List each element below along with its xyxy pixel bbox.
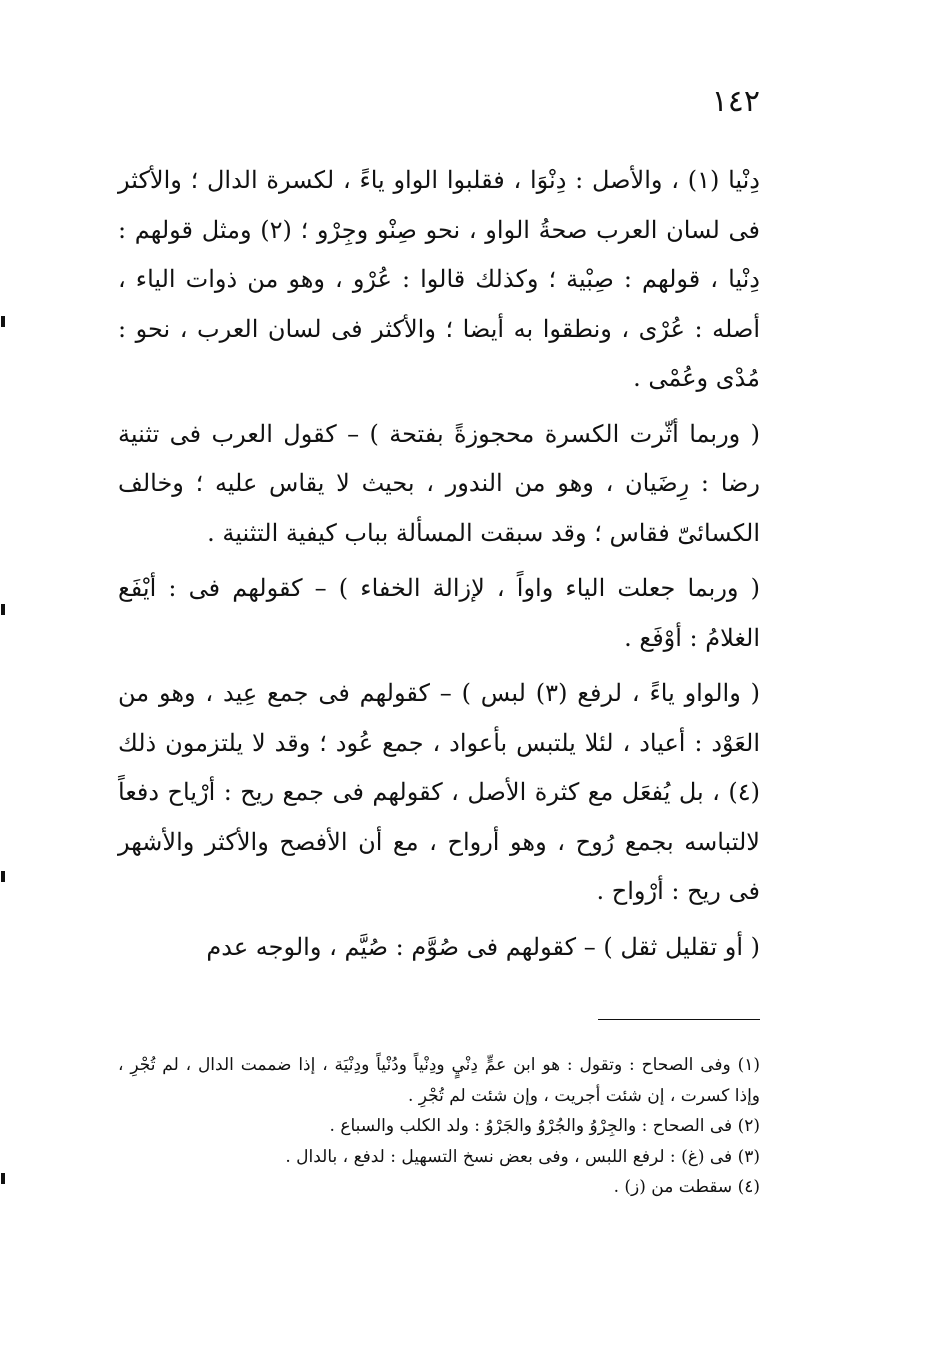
footnote: (١) وفى الصحاح : وتقول : هو ابن عمٍّ دِنْيٍ ودِنْياً ودُنْياً ودِنْيَة ، إذا ضممت الدال ، لم تُجْرِ ، وإذا كسرت ، إن شئت أجريت ، وإن شئت لم تُجْرِ . [118,1055,760,1106]
footnotes-section [118,1050,760,1203]
margin-scan-mark [1,871,5,882]
paragraph: ( وربما أثّرت الكسرة محجوزةً بفتحة ) – كقول العرب فى تثنية رضا : رِضَيان ، وهو من الندور ، بحيث لا يقاس عليه ؛ وخالف الكسائىّ فقاس ؛ وقد سبقت المسألة بباب كيفية التثنية . [118,419,760,547]
paragraph: ( أو تقليل ثقل ) – كقولهم فى صُوَّم : صُيَّم ، والوجه عدم [206,932,760,961]
margin-scan-mark [1,316,5,327]
footnote: (٢) فى الصحاح : والجِرْوُ والجُرْوُ والجَرْوُ : ولد الكلب والسباع . [329,1116,760,1136]
margin-scan-mark [1,604,5,615]
footnote: (٤) سقطت من (ز) . [613,1177,760,1197]
paragraph: ( وربما جعلت الياء واواً ، لإزالة الخفاء ) – كقولهم فى : أيْفَع الغلامُ : أوْفَع . [118,574,760,652]
margin-scan-mark [1,1173,5,1184]
paragraph: دِنْيا (١) ، والأصل : دِنْوَا ، فقلبوا الواو ياءً ، لكسرة الدال ؛ والأكثر فى لسان العرب صحةُ الواو ، نحو صِنْو وجِرْو ؛ (٢) ومثل قولهم : دِنْيا ، قولهم : صِبْية ؛ وكذلك قالوا : عُرْو ، وهو من ذوات الياء ، أصله : عُرْى ، ونطقوا به أيضا ؛ والأكثر فى لسان العرب ، نحو : مُدْى وعُمْى . [118,166,761,392]
paragraph: ( والواو ياءً ، لرفع (٣) لبس ) – كقولهم فى جمع عِيد ، وهو من العَوْد : أعياد ، لئلا يلتبس بأعواد ، جمع عُود ؛ وقد لا يلتزمون ذلك (٤) ، بل يُفعَل مع كثرة الأصل ، كقولهم فى جمع ريح : أرْياح دفعاً لالتباسه بجمع رُوح ، وهو أرواح ، مع أن الأفصح والأكثر والأشهر فى ريح : أرْواح . [118,679,761,905]
footnote: (٣) فى (غ) : لرفع اللبس ، وفى بعض نسخ التسهيل : لدفع ، بالدال . [285,1146,760,1167]
page-number: ١٤٢ [711,84,760,119]
main-text-body [118,156,760,978]
footnote-divider [598,1019,760,1020]
